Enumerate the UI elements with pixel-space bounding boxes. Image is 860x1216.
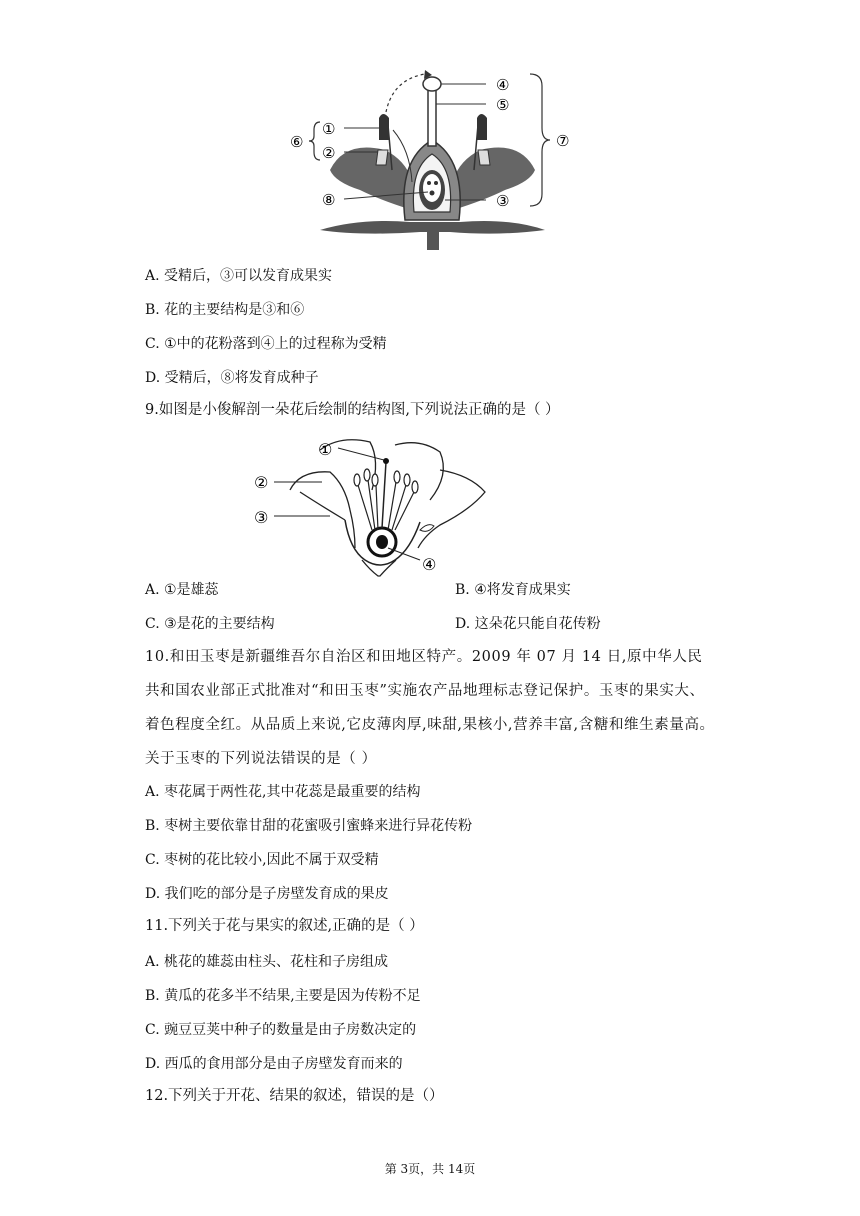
q9-label-2: ②: [254, 473, 269, 492]
q8-option-c: C. ①中的花粉落到④上的过程称为受精: [145, 336, 387, 352]
q11-option-d: D. 西瓜的食用部分是由子房壁发育而来的: [145, 1056, 403, 1072]
q11-option-b: B. 黄瓜的花多半不结果,主要是因为传粉不足: [145, 988, 421, 1004]
label-2: ②: [322, 144, 336, 162]
label-4: ④: [496, 76, 510, 94]
q11-stem: 11.下列关于花与果实的叙述,正确的是（ ）: [145, 918, 424, 934]
flower-diagram-1: [0, 0, 860, 260]
q8-option-b: B. 花的主要结构是③和⑥: [145, 302, 305, 318]
q9-option-b: B. ④将发育成果实: [455, 582, 571, 598]
q9-label-3: ③: [254, 508, 269, 527]
label-3: ③: [496, 192, 510, 210]
q10-option-c: C. 枣树的花比较小,因此不属于双受精: [145, 852, 379, 868]
q9-stem: 9.如图是小俊解剖一朵花后绘制的结构图,下列说法正确的是（ ）: [145, 402, 560, 418]
label-1: ①: [322, 120, 336, 138]
q10-stem: 10.和田玉枣是新疆维吾尔自治区和田地区特产。2009 年 07 月 14 日,原中华人民共和国农业部正式批准对“和田玉枣”实施农产品地理标志登记保护。玉枣的果实大、着色程度全红。从品质上来说,它皮薄肉厚,味甜,果核小,营养丰富,含糖和维生素量高。关于玉枣的下列说法错误的是（ ）: [145, 649, 715, 767]
q9-option-a: A. ①是雄蕊: [145, 582, 219, 598]
q10-option-d: D. 我们吃的部分是子房壁发育成的果皮: [145, 886, 389, 902]
label-7: ⑦: [556, 132, 570, 150]
q12-stem: 12.下列关于开花、结果的叙述，错误的是（）: [145, 1088, 444, 1104]
label-8: ⑧: [322, 191, 336, 209]
label-6: ⑥: [290, 133, 304, 151]
q9-option-c: C. ③是花的主要结构: [145, 616, 275, 632]
q9-label-1: ①: [318, 440, 333, 459]
q9-label-4: ④: [422, 555, 437, 574]
q10-option-a: A. 枣花属于两性花,其中花蕊是最重要的结构: [145, 784, 421, 800]
label-5: ⑤: [496, 96, 510, 114]
q11-option-c: C. 豌豆豆荚中种子的数量是由子房数决定的: [145, 1022, 417, 1038]
q9-option-d: D. 这朵花只能自花传粉: [455, 616, 601, 632]
q8-option-a: A. 受精后，③可以发育成果实: [145, 268, 333, 284]
flower-diagram-2: [0, 430, 860, 590]
q11-option-a: A. 桃花的雄蕊由柱头、花柱和子房组成: [145, 954, 389, 970]
page-footer: 第 3页，共 14页: [384, 1162, 476, 1176]
q8-option-d: D. 受精后，⑧将发育成种子: [145, 370, 319, 386]
q10-option-b: B. 枣树主要依靠甘甜的花蜜吸引蜜蜂来进行异花传粉: [145, 818, 473, 834]
